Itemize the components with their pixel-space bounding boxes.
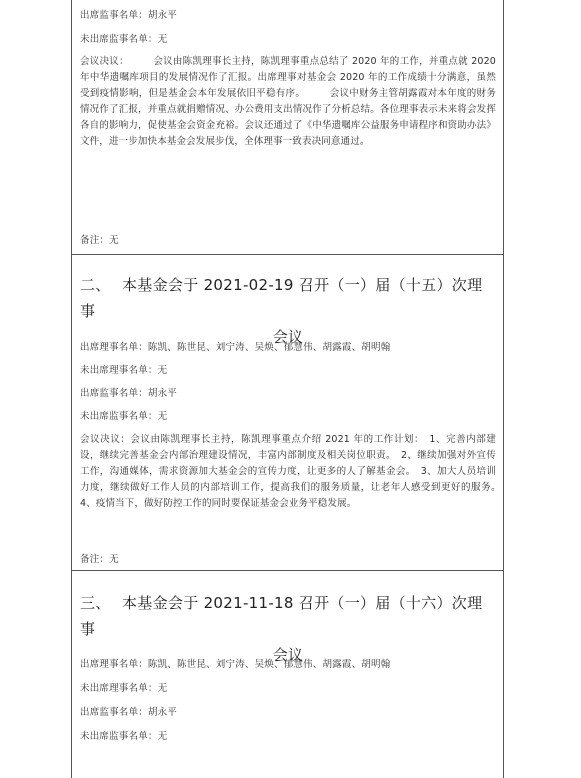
s3-directors-absent: 未出席理事名单：无	[80, 683, 168, 694]
s2-number: 二、	[80, 276, 111, 294]
s2-directors-present: 出席理事名单：陈凯、陈世昆、刘宁涛、吴焕、郁慧伟、胡露霞、胡明翰	[80, 342, 391, 353]
s3-supervisors-absent: 未出席监事名单：无	[80, 731, 168, 742]
s2-title-line2: 会议	[272, 328, 304, 346]
s2-supervisors-present: 出席监事名单：胡永平	[80, 388, 178, 399]
s2-remarks: 备注：无	[80, 554, 119, 565]
s2-directors-absent: 未出席理事名单：无	[80, 365, 168, 376]
s2-resolution: 会议决议：会议由陈凯理事长主持，陈凯理事重点介绍 2021 年的工作计划： 1、完善内部建设，继续完善基金会内部治理建设情况，丰富内部制度及相关岗位职责。 2、继续加强对外宣传工作，沟通媒体，需求资源加大基金会的宣传力度，让更多的人了解基金会。 3、加大人员培训力度，继续做好工作人员的内部培训工作，提高我们的服务质量，让老年人感受到更好的服务。 4、疫情当下，做好防控工作的同时要保证基金会业务平稳发展。	[80, 434, 506, 509]
s1-resolution: 会议决议： 会议由陈凯理事长主持，陈凯理事重点总结了 2020 年的工作，并重点就 2020 年中华遗嘱库项目的发展情况作了汇报。出席理事对基金会 2020 年的工作成绩十分满意，虽然受到疫情影响，但是基金会本年发展依旧平稳有序。 会议中财务主管胡露霞对本年度的财务情况作了汇报，并重点就捐赠情况、办公费用支出情况作了分析总结。各位理事表示未来将会发挥各自的影响力，促使基金会资金充裕。会议还通过了《中华遗嘱库公益服务申请程序和资助办法》文件，进一步加快本基金会发展步伐，全体理事一致表决同意通过。	[80, 56, 496, 147]
s2-supervisors-absent: 未出席监事名单：无	[80, 411, 168, 422]
s3-supervisors-present: 出席监事名单：胡永平	[80, 707, 178, 718]
s1-remarks: 备注：无	[80, 235, 119, 246]
s3-directors-present: 出席理事名单：陈凯、陈世昆、刘宁涛、吴焕、郁慧伟、胡露霞、胡明翰	[80, 659, 391, 670]
s1-supervisors-absent: 未出席监事名单：无	[80, 34, 168, 45]
s1-supervisors-present: 出席监事名单：胡永平	[80, 10, 178, 21]
s3-number: 三、	[80, 594, 111, 612]
s3-title-line1: 本基金会于 2021-11-18 召开（一）届（十六）次理事	[80, 594, 483, 638]
s2-title-line1: 本基金会于 2021-02-19 召开（一）届（十五）次理事	[80, 276, 483, 320]
s3-title-line2: 会议	[272, 646, 304, 664]
